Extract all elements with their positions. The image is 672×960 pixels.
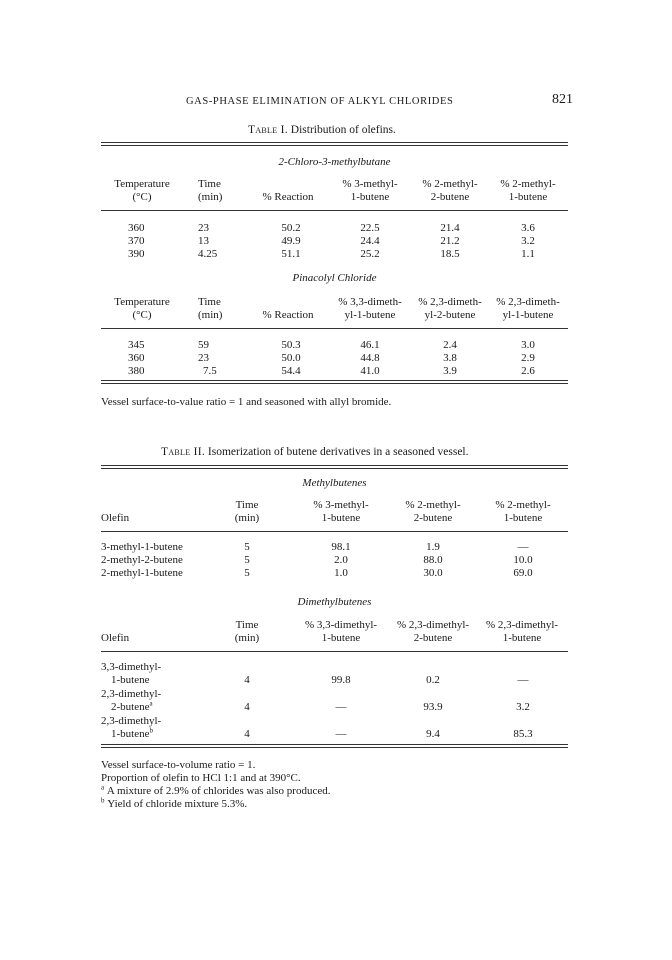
cell-olefin: 3-methyl-1-butene — [101, 541, 183, 553]
cell: 1.1 — [521, 248, 535, 260]
cell-olefin: 2,3-dimethyl- 1-butene$^b$ — [101, 715, 162, 740]
page-number: 821 — [552, 92, 573, 107]
table2-section2-title: Dimethylbutenes — [297, 596, 372, 608]
cell: 1.9 — [426, 541, 440, 553]
header-col5: % 2-methyl- 2-butene — [422, 178, 478, 203]
cell: 93.9 — [423, 701, 443, 713]
cell: 49.9 — [281, 235, 301, 247]
cell: — — [335, 728, 347, 740]
cell: 390 — [128, 248, 145, 260]
cell: — — [335, 701, 347, 713]
header-col6: % 2,3-dimeth- yl-1-butene — [496, 296, 560, 321]
table2-bottom-rule-2 — [101, 747, 568, 748]
cell: 7.5 — [203, 365, 217, 377]
cell: 98.1 — [331, 541, 351, 553]
table1-top-rule — [101, 142, 568, 143]
table1-footnote: Vessel surface-to-value ratio = 1 and seasoned with allyl bromide. — [101, 396, 392, 408]
cell: 22.5 — [360, 222, 380, 234]
cell-olefin: 3,3-dimethyl- 1-butene — [101, 661, 162, 686]
table1-section1-header-rule — [101, 210, 568, 211]
cell: 50.3 — [281, 339, 301, 351]
cell: 24.4 — [360, 235, 380, 247]
header-col5: % 2,3-dimeth- yl-2-butene — [418, 296, 482, 321]
table2-top-rule-2 — [101, 468, 568, 469]
cell: 69.0 — [513, 567, 533, 579]
cell-olefin: 2-methyl-2-butene — [101, 554, 183, 566]
cell: 3.0 — [521, 339, 535, 351]
cell: 88.0 — [423, 554, 443, 566]
cell: 9.4 — [426, 728, 440, 740]
cell: 41.0 — [360, 365, 380, 377]
cell: 51.1 — [281, 248, 301, 260]
cell: 3.9 — [443, 365, 457, 377]
cell-olefin: 2,3-dimethyl- 2-butene$^a$ — [101, 688, 162, 713]
header-time: Time (min) — [198, 178, 223, 203]
cell: 360 — [128, 222, 145, 234]
header-temperature: Temperature (°C) — [114, 296, 170, 321]
table1-bottom-rule-2 — [101, 383, 568, 384]
cell: 2.9 — [521, 352, 535, 364]
table2-caption — [161, 446, 469, 458]
cell: 3.2 — [516, 701, 530, 713]
header-olefin: Olefin — [101, 632, 130, 644]
cell: 25.2 — [360, 248, 380, 260]
table1-section1-title: 2-Chloro-3-methylbutane — [278, 156, 391, 168]
cell: 4 — [244, 701, 250, 713]
table2-top-rule — [101, 465, 568, 466]
footnote-mark-a: a — [149, 699, 153, 708]
cell: 0.2 — [426, 674, 440, 686]
header-col4: % 2,3-dimethyl- 2-butene — [396, 619, 470, 644]
cell: 2.6 — [521, 365, 535, 377]
cell: 50.2 — [281, 222, 301, 234]
table2-footnote-b: $^b$ Yield of chloride mixture 5.3%. — [101, 796, 248, 810]
cell: 85.3 — [513, 728, 533, 740]
cell: 21.2 — [440, 235, 460, 247]
cell: 5 — [244, 554, 250, 566]
header-reaction: % Reaction — [262, 191, 314, 203]
header-col6: % 2-methyl- 1-butene — [500, 178, 556, 203]
table2-section2-header-rule — [101, 651, 568, 652]
cell: 21.4 — [440, 222, 460, 234]
cell: 13 — [198, 235, 209, 247]
header-time: Time (min) — [234, 619, 260, 644]
header-col3: % 3,3-dimethyl- 1-butene — [304, 619, 378, 644]
cell: 18.5 — [440, 248, 460, 260]
cell: 380 — [128, 365, 145, 377]
table2-footnote-a: $^a$ A mixture of 2.9% of chlorides was also produced. — [101, 783, 331, 797]
header-time: Time (min) — [234, 499, 260, 524]
table2-section1-title: Methylbutenes — [302, 477, 367, 489]
table1-title: Distribution of olefins. — [290, 124, 396, 136]
cell: 99.8 — [331, 674, 351, 686]
table1-label: Table I. — [248, 124, 288, 136]
cell: 23 — [198, 222, 209, 234]
cell: 4.25 — [198, 248, 218, 260]
cell: 3.6 — [521, 222, 535, 234]
cell: — — [517, 674, 529, 686]
cell: 370 — [128, 235, 145, 247]
table1-caption — [248, 124, 396, 136]
header-col4: % 3-methyl- 1-butene — [342, 178, 398, 203]
footnote-mark-b: b — [149, 726, 153, 735]
cell: 4 — [244, 728, 250, 740]
cell: 2.0 — [334, 554, 348, 566]
cell-olefin: 2-methyl-1-butene — [101, 567, 183, 579]
cell: 3.8 — [443, 352, 457, 364]
cell: 46.1 — [360, 339, 380, 351]
cell: 50.0 — [281, 352, 301, 364]
cell: — — [517, 541, 529, 553]
table1-bottom-rule — [101, 380, 568, 381]
cell: 2.4 — [443, 339, 457, 351]
cell: 360 — [128, 352, 145, 364]
table1-section2-title: Pinacolyl Chloride — [292, 272, 377, 284]
cell: 345 — [128, 339, 145, 351]
cell: 10.0 — [513, 554, 533, 566]
table2-note-2: Proportion of olefin to HCl 1:1 and at 390°C. — [101, 772, 301, 784]
header-col5: % 2,3-dimethyl- 1-butene — [485, 619, 559, 644]
cell: 23 — [198, 352, 209, 364]
cell: 5 — [244, 541, 250, 553]
table2-bottom-rule — [101, 744, 568, 745]
table2-label: Table II. — [161, 446, 206, 458]
header-col4: % 2-methyl- 2-butene — [405, 499, 461, 524]
header-temperature: Temperature (°C) — [114, 178, 170, 203]
table1-section2-header-rule — [101, 328, 568, 329]
running-head: GAS-PHASE ELIMINATION OF ALKYL CHLORIDES — [186, 96, 454, 107]
header-reaction: % Reaction — [262, 309, 314, 321]
cell: 30.0 — [423, 567, 443, 579]
header-col5: % 2-methyl- 1-butene — [495, 499, 551, 524]
cell: 5 — [244, 567, 250, 579]
table2-title: Isomerization of butene derivatives in a seasoned vessel. — [207, 446, 469, 458]
header-col4: % 3,3-dimeth- yl-1-butene — [338, 296, 402, 321]
table2-section1-header-rule — [101, 531, 568, 532]
cell: 59 — [198, 339, 209, 351]
cell: 3.2 — [521, 235, 535, 247]
header-time: Time (min) — [198, 296, 223, 321]
cell: 4 — [244, 674, 250, 686]
cell: 1.0 — [334, 567, 348, 579]
table2-note-1: Vessel surface-to-volume ratio = 1. — [101, 759, 256, 771]
cell: 44.8 — [360, 352, 380, 364]
table1-top-rule-2 — [101, 145, 568, 146]
cell: 54.4 — [281, 365, 301, 377]
header-olefin: Olefin — [101, 512, 130, 524]
header-col3: % 3-methyl- 1-butene — [313, 499, 369, 524]
